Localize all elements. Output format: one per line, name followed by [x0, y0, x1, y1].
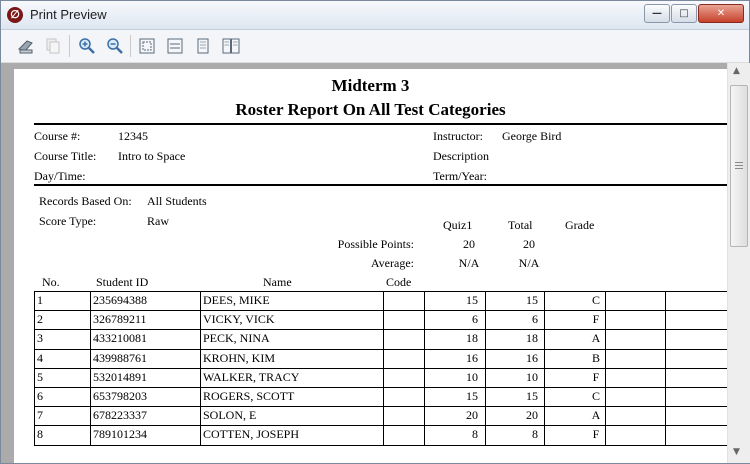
zoom-out-icon	[106, 37, 124, 55]
zoom-in-button[interactable]	[77, 36, 97, 56]
course-number-label: Course #:	[34, 129, 81, 143]
cell-name: VICKY, VICK	[203, 312, 275, 326]
possible-points-quiz1: 20	[463, 237, 475, 251]
cell-no: 4	[37, 351, 43, 365]
report-subtitle: Roster Report On All Test Categories	[235, 100, 506, 119]
cell-grade: F	[592, 370, 600, 384]
cell-grade: F	[592, 427, 600, 441]
cell-no: 7	[37, 408, 43, 422]
cell-no: 8	[37, 427, 43, 441]
grip-line	[735, 162, 743, 163]
fit-width-icon	[166, 37, 184, 55]
cell-student-id: 653798203	[93, 389, 147, 403]
copy-icon	[44, 37, 62, 55]
toolbar-separator	[69, 35, 70, 57]
print-button[interactable]	[16, 36, 36, 56]
scroll-up-icon[interactable]: ▲	[733, 66, 740, 76]
info-divider	[34, 184, 727, 186]
grade-column-head: Grade	[565, 218, 595, 232]
table-gridline	[34, 387, 727, 388]
cell-quiz1: 16	[466, 351, 478, 365]
course-title-label: Course Title:	[34, 149, 97, 163]
minimize-button[interactable]: —	[644, 4, 670, 23]
cell-quiz1: 18	[466, 331, 478, 345]
cell-quiz1: 15	[466, 389, 478, 403]
cell-student-id: 433210081	[93, 331, 147, 345]
cell-no: 5	[37, 370, 43, 384]
cell-student-id: 532014891	[93, 370, 147, 384]
scroll-down-icon[interactable]: ▼	[733, 447, 740, 457]
one-page-icon	[194, 37, 212, 55]
fit-page-icon	[138, 37, 156, 55]
cell-student-id: 439988761	[93, 351, 147, 365]
cell-grade: F	[592, 312, 600, 326]
table-gridline	[34, 291, 727, 292]
cell-quiz1: 10	[466, 370, 478, 384]
column-header-name: Name	[263, 275, 292, 289]
total-column-head: Total	[508, 218, 533, 232]
vertical-scrollbar[interactable]	[727, 63, 750, 463]
cell-no: 6	[37, 389, 43, 403]
table-gridline	[90, 291, 91, 445]
copy-button[interactable]	[43, 36, 63, 56]
cell-grade: A	[591, 331, 601, 345]
table-gridline	[383, 291, 384, 445]
preview-area[interactable]	[1, 63, 727, 463]
two-pages-button[interactable]	[221, 36, 241, 56]
cell-total: 18	[526, 331, 538, 345]
cell-quiz1: 15	[466, 293, 478, 307]
term-year-label: Term/Year:	[433, 169, 487, 183]
score-type-label: Score Type:	[39, 214, 97, 228]
print-icon	[17, 37, 35, 55]
course-title-value: Intro to Space	[118, 149, 186, 163]
cell-total: 16	[526, 351, 538, 365]
cell-student-id: 235694388	[93, 293, 147, 307]
fit-width-button[interactable]	[165, 36, 185, 56]
table-gridline	[34, 329, 727, 330]
description-label: Description	[433, 149, 489, 163]
cell-total: 15	[526, 389, 538, 403]
possible-points-total: 20	[523, 237, 535, 251]
table-gridline	[34, 310, 727, 311]
report-page	[14, 69, 727, 463]
average-label: Average:	[370, 256, 414, 270]
cell-grade: B	[591, 351, 600, 365]
cell-name: KROHN, KIM	[203, 351, 275, 365]
cell-quiz1: 8	[472, 427, 478, 441]
zoom-out-button[interactable]	[105, 36, 125, 56]
fit-page-button[interactable]	[137, 36, 157, 56]
table-gridline	[34, 425, 727, 426]
scrollbar-thumb[interactable]	[730, 85, 748, 247]
average-quiz1: N/A	[458, 256, 480, 270]
cell-total: 20	[526, 408, 538, 422]
average-total: N/A	[518, 256, 540, 270]
cell-no: 2	[37, 312, 43, 326]
table-gridline	[665, 291, 666, 445]
table-gridline	[34, 445, 727, 446]
records-based-on-value: All Students	[147, 194, 207, 208]
column-header-student-id: Student ID	[96, 275, 149, 289]
cell-total: 10	[526, 370, 538, 384]
cell-student-id: 678223337	[93, 408, 147, 422]
window-title: Print Preview	[30, 7, 107, 22]
table-gridline	[34, 368, 727, 369]
close-button[interactable]: ✕	[698, 4, 744, 23]
zoom-in-icon	[78, 37, 96, 55]
cell-no: 3	[37, 331, 43, 345]
cell-total: 6	[532, 312, 538, 326]
report-title: Midterm 3	[331, 76, 410, 95]
app-logo-icon: ∅	[7, 7, 23, 23]
cell-grade: C	[591, 293, 600, 307]
table-gridline	[34, 349, 727, 350]
maximize-button[interactable]: □	[671, 4, 697, 23]
cell-total: 8	[532, 427, 538, 441]
cell-no: 1	[37, 293, 43, 307]
table-gridline	[34, 406, 727, 407]
cell-student-id: 326789211	[93, 312, 147, 326]
records-based-on-label: Records Based On:	[39, 194, 132, 208]
instructor-label: Instructor:	[433, 129, 483, 143]
grip-line	[735, 165, 743, 166]
cell-quiz1: 6	[472, 312, 478, 326]
cell-total: 15	[526, 293, 538, 307]
cell-student-id: 789101234	[93, 427, 147, 441]
toolbar-separator	[130, 35, 131, 57]
cell-name: SOLON, E	[203, 408, 257, 422]
table-gridline	[200, 291, 201, 445]
cell-name: DEES, MIKE	[203, 293, 270, 307]
cell-grade: C	[591, 389, 600, 403]
column-header-code: Code	[386, 275, 412, 289]
two-pages-icon	[222, 37, 240, 55]
table-gridline	[34, 291, 35, 445]
one-page-button[interactable]	[193, 36, 213, 56]
quiz1-column-head: Quiz1	[443, 218, 473, 232]
title-bar[interactable]	[1, 1, 749, 30]
cell-name: COTTEN, JOSEPH	[203, 427, 300, 441]
instructor-value: George Bird	[502, 129, 562, 143]
course-number-value: 12345	[118, 129, 148, 143]
cell-name: ROGERS, SCOTT	[203, 389, 295, 403]
score-type-value: Raw	[147, 214, 169, 228]
cell-name: WALKER, TRACY	[203, 370, 300, 384]
cell-grade: A	[591, 408, 601, 422]
cell-quiz1: 20	[466, 408, 478, 422]
toolbar	[1, 30, 749, 63]
cell-name: PECK, NINA	[203, 331, 270, 345]
header-divider	[34, 123, 727, 125]
column-header-no: No.	[42, 275, 60, 289]
possible-points-label: Possible Points:	[337, 237, 414, 251]
grip-line	[735, 168, 743, 169]
day-time-label: Day/Time:	[34, 169, 86, 183]
